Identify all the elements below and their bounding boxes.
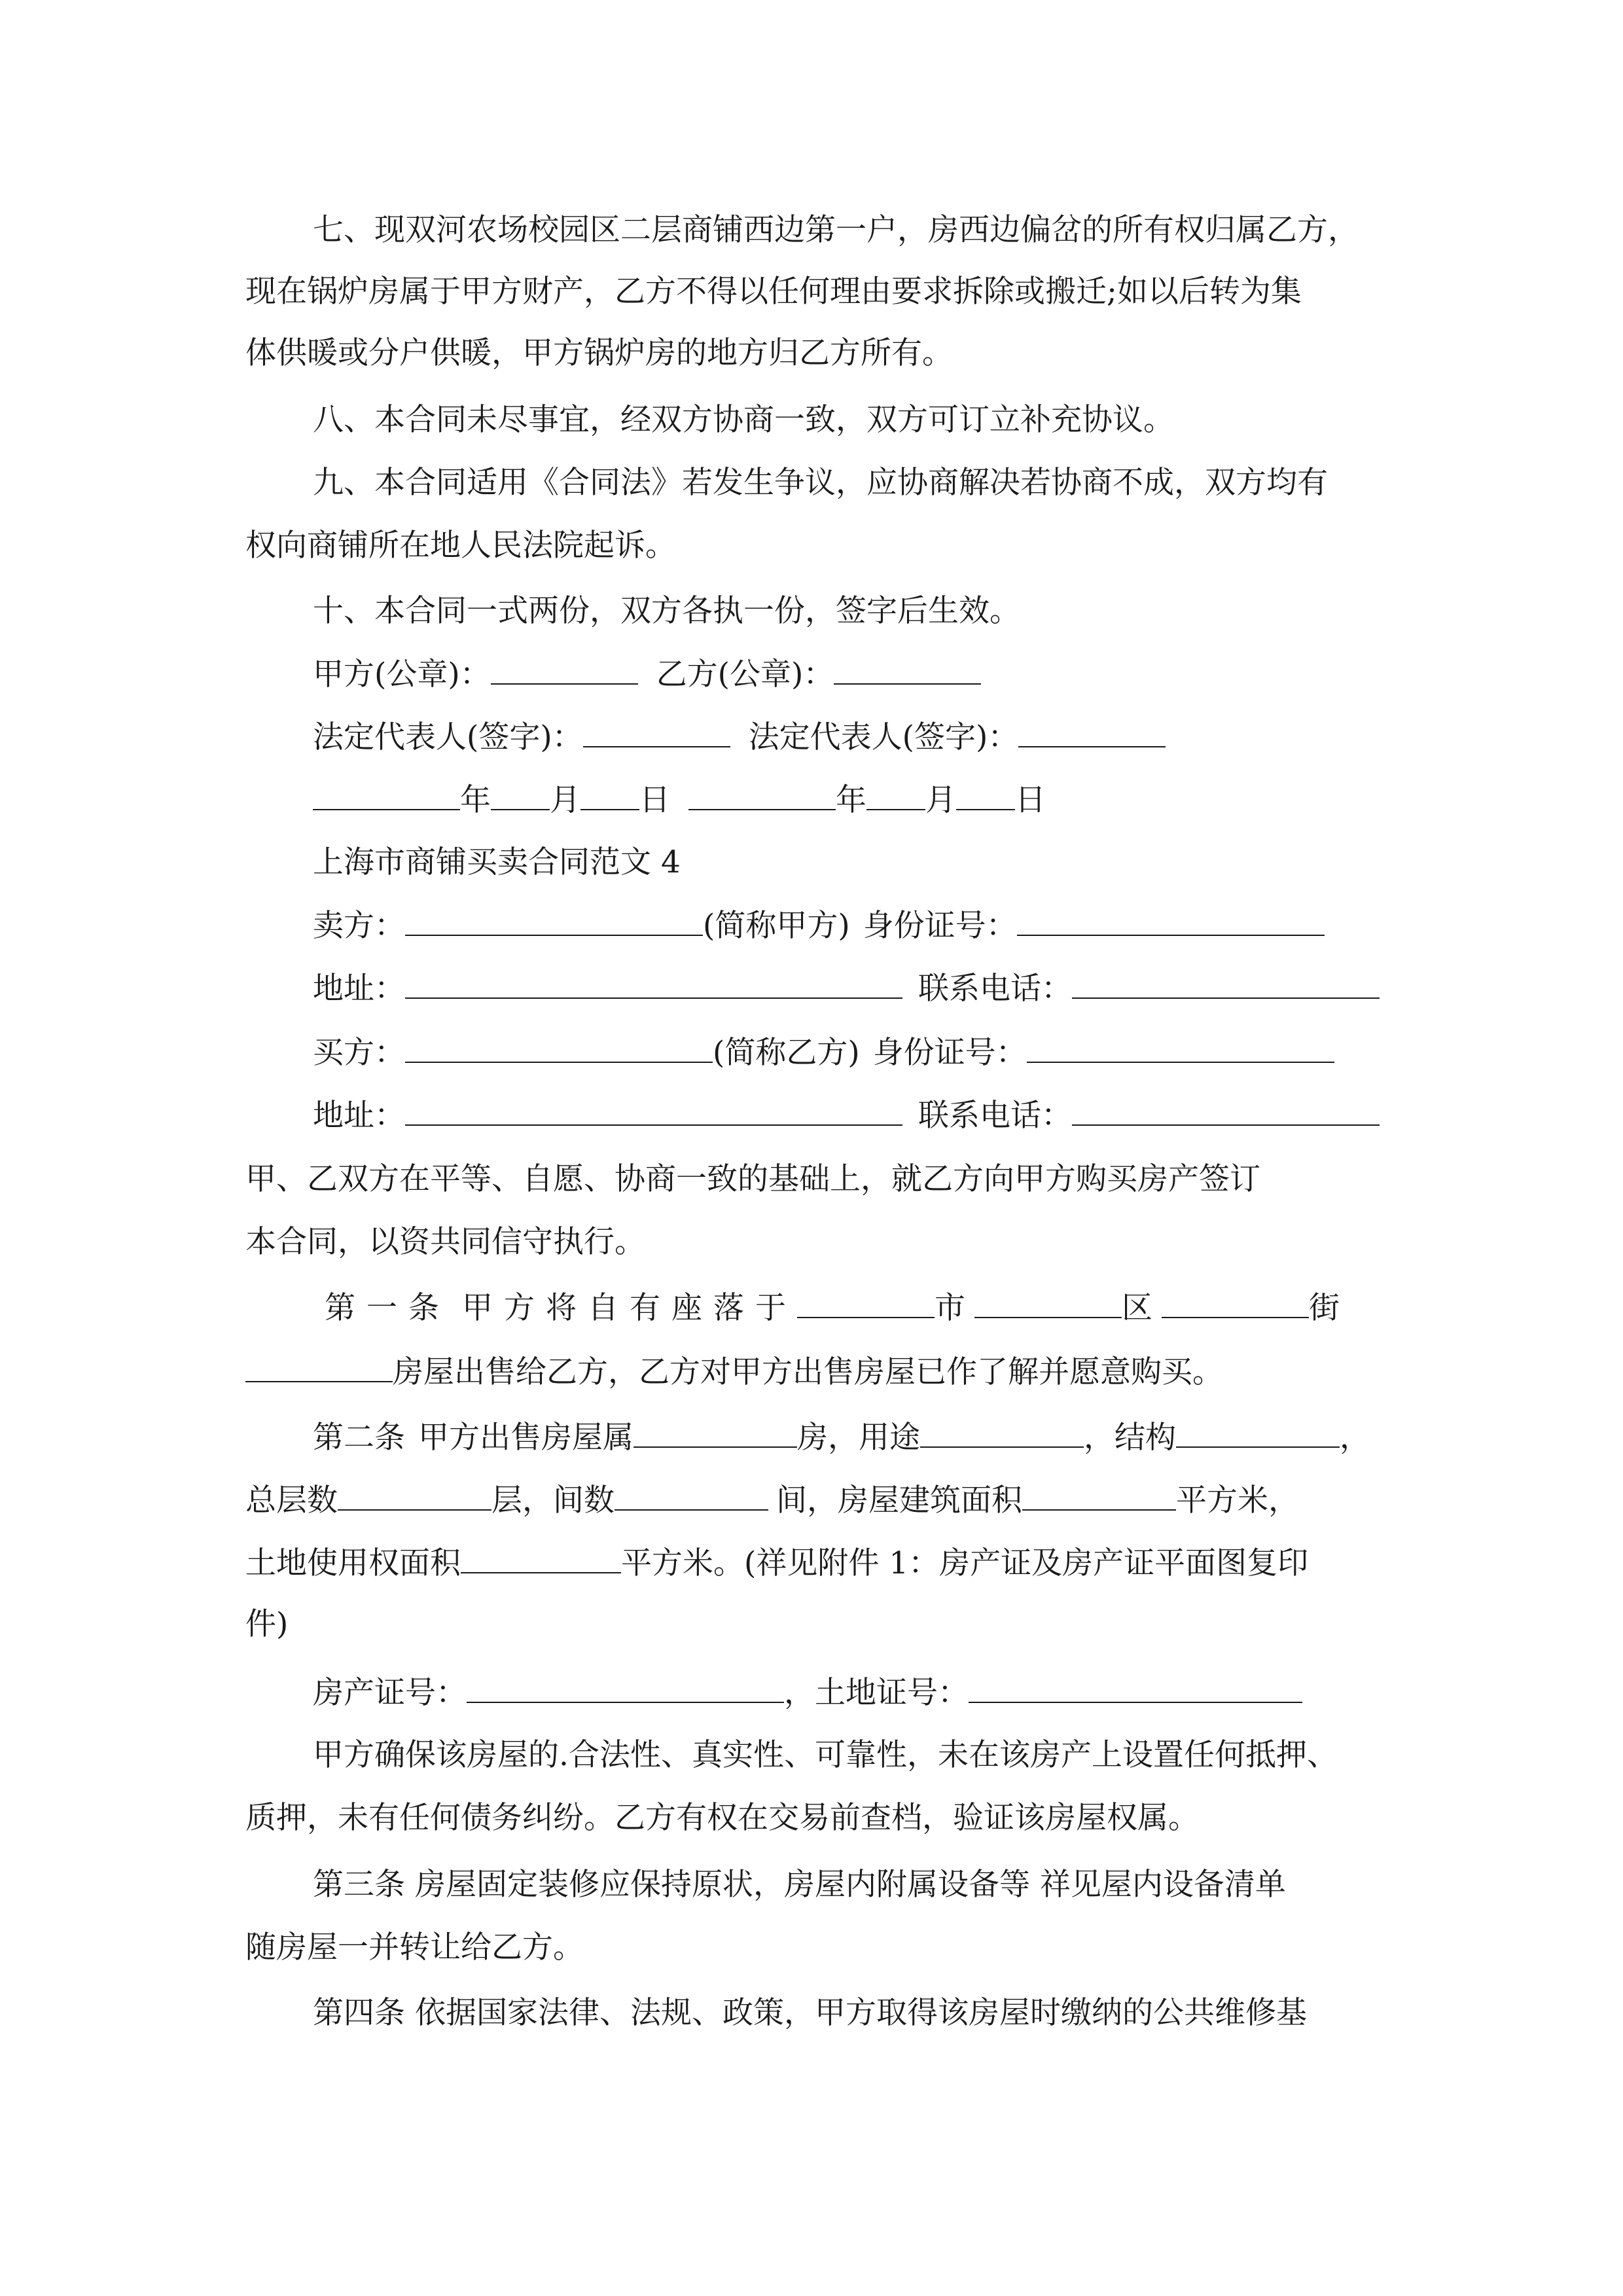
buyer-phone-label: 联系电话： <box>918 1098 1072 1134</box>
intro-line2: 本合同，以资共同信守执行。 <box>245 1224 645 1260</box>
buyer-name-blank[interactable] <box>405 1033 713 1063</box>
article3-line1: 第三条 房屋固定装修应保持原状，房屋内附属设备等 祥见屋内设备清单 <box>313 1867 1286 1903</box>
article2-rooms-blank[interactable] <box>615 1480 768 1511</box>
article2-p4: ， <box>1340 1420 1370 1456</box>
article1-district-blank[interactable] <box>974 1288 1122 1318</box>
cert-line <box>313 1673 1302 1713</box>
land-cert-label: ，土地证号： <box>784 1675 969 1711</box>
date-b-month: 月 <box>925 782 956 818</box>
seller-address-label: 地址： <box>313 971 405 1007</box>
article2-floors-blank[interactable] <box>338 1480 491 1511</box>
clause7-line2: 现在锅炉房属于甲方财产，乙方不得以任何理由要求拆除或搬迁;如以后转为集 <box>245 274 1302 310</box>
buyer-address-blank[interactable] <box>405 1096 902 1126</box>
article2-label: 第二条 <box>313 1420 405 1456</box>
article2-jian: 间，房屋建筑面积 <box>776 1482 1022 1518</box>
party-b-seal-blank[interactable] <box>834 655 981 685</box>
buyer-id-label: 身份证号： <box>872 1035 1027 1071</box>
article1-text: 甲方将自有座落于 <box>462 1290 797 1326</box>
date-b-year: 年 <box>836 782 866 818</box>
land-cert-blank[interactable] <box>969 1673 1302 1703</box>
buyer-address-label: 地址： <box>313 1098 405 1134</box>
article1-line2 <box>245 1352 1223 1392</box>
clause9-line1: 九、本合同适用《合同法》若发生争议，应协商解决若协商不成，双方均有 <box>313 465 1328 501</box>
rep-a-label: 法定代表人(签字)： <box>313 719 583 755</box>
article1-city: 市 <box>935 1290 965 1326</box>
rep-b-label: 法定代表人(签字)： <box>748 719 1019 755</box>
seller-phone-label: 联系电话： <box>918 971 1072 1007</box>
article1-line1 <box>325 1288 1340 1328</box>
date-b-month-blank[interactable] <box>866 780 925 810</box>
buyer-label: 买方： <box>313 1035 405 1071</box>
clause7-line1: 七、现双河农场校园区二层商铺西边第一户，房西边偏岔的所有权归属乙方， <box>313 212 1359 248</box>
article2-area-blank[interactable] <box>1022 1480 1176 1511</box>
article1-street: 街 <box>1309 1290 1340 1326</box>
rep-a-blank[interactable] <box>583 717 730 747</box>
house-cert-label: 房产证号： <box>313 1675 467 1711</box>
clause8: 八、本合同未尽事宜，经双方协商一致，双方可订立补充协议。 <box>313 402 1174 438</box>
seller-abbr: (简称甲方) <box>703 908 850 944</box>
seal-line <box>313 655 981 694</box>
article2-land-label: 土地使用权面积 <box>245 1545 461 1581</box>
clause9-line2: 权向商铺所在地人民法院起诉。 <box>245 528 676 564</box>
guarantee-line1: 甲方确保该房屋的.合法性、真实性、可靠性，未在该房产上设置任何抵押、 <box>313 1737 1338 1773</box>
seller-name-blank[interactable] <box>405 906 703 936</box>
seller-phone-blank[interactable] <box>1072 969 1380 999</box>
contract4-title: 上海市商铺买卖合同范文 4 <box>313 844 681 880</box>
article2-p2: 房，用途 <box>797 1420 920 1456</box>
article3-line2: 随房屋一并转让给乙方。 <box>245 1929 584 1965</box>
buyer-address-line <box>313 1096 1380 1136</box>
article2-use-blank[interactable] <box>920 1418 1084 1448</box>
date-b-day: 日 <box>1015 782 1046 818</box>
rep-b-blank[interactable] <box>1018 717 1166 747</box>
article2-sqm2: 平方米。(祥见附件 1：房产证及房产证平面图复印 <box>621 1545 1309 1581</box>
article2-land-area-blank[interactable] <box>461 1543 621 1573</box>
date-a-month: 月 <box>550 782 580 818</box>
article2-structure-blank[interactable] <box>1176 1418 1340 1448</box>
date-b-day-blank[interactable] <box>956 780 1015 810</box>
party-b-seal-label: 乙方(公章)： <box>656 656 834 692</box>
article1-house-blank[interactable] <box>245 1352 393 1382</box>
article2-floors-label: 总层数 <box>245 1482 338 1518</box>
article4-line1: 第四条 依据国家法律、法规、政策，甲方取得该房屋时缴纳的公共维修基 <box>313 1995 1307 2031</box>
article2-ceng: 层，间数 <box>491 1482 615 1518</box>
buyer-abbr: (简称乙方) <box>713 1035 860 1071</box>
seller-id-label: 身份证号： <box>863 908 1017 944</box>
rep-line <box>313 717 1166 757</box>
guarantee-line2: 质押，未有任何债务纠纷。乙方有权在交易前查档，验证该房屋权属。 <box>245 1800 1199 1836</box>
date-line <box>313 780 1046 820</box>
article1-line2-text: 房屋出售给乙方，乙方对甲方出售房屋已作了解并愿意购买。 <box>393 1354 1223 1390</box>
article2-property-type-blank[interactable] <box>633 1418 797 1448</box>
article2-p1: 甲方出售房屋属 <box>418 1420 633 1456</box>
article1-street-blank[interactable] <box>1162 1288 1309 1318</box>
date-a-year: 年 <box>460 782 491 818</box>
house-cert-blank[interactable] <box>467 1673 784 1703</box>
seller-address-line <box>313 969 1380 1009</box>
article2-sqm: 平方米， <box>1176 1482 1299 1518</box>
article1-district: 区 <box>1122 1290 1152 1326</box>
intro-line1: 甲、乙双方在平等、自愿、协商一致的基础上，就乙方向甲方购买房产签订 <box>245 1161 1260 1197</box>
article2-line2 <box>245 1480 1299 1520</box>
date-b-year-blank[interactable] <box>688 780 836 810</box>
article2-line1 <box>313 1418 1370 1458</box>
seller-label: 卖方： <box>313 908 405 944</box>
date-a-day-blank[interactable] <box>580 780 639 810</box>
article2-p3: ，结构 <box>1084 1420 1176 1456</box>
article1-city-blank[interactable] <box>797 1288 935 1318</box>
date-a-year-blank[interactable] <box>313 780 460 810</box>
party-a-seal-label: 甲方(公章)： <box>313 656 491 692</box>
date-a-day: 日 <box>639 782 670 818</box>
article1-label: 第一条 <box>325 1290 450 1326</box>
buyer-phone-blank[interactable] <box>1072 1096 1380 1126</box>
buyer-id-blank[interactable] <box>1027 1033 1334 1063</box>
date-a-month-blank[interactable] <box>491 780 550 810</box>
seller-id-blank[interactable] <box>1017 906 1325 936</box>
seller-address-blank[interactable] <box>405 969 902 999</box>
buyer-line <box>313 1033 1334 1073</box>
party-a-seal-blank[interactable] <box>491 655 638 685</box>
seller-line <box>313 906 1325 946</box>
article2-line4: 件) <box>245 1606 289 1642</box>
clause10: 十、本合同一式两份，双方各执一份，签字后生效。 <box>313 593 1020 629</box>
clause7-line3: 体供暖或分户供暖，甲方锅炉房的地方归乙方所有。 <box>245 335 953 371</box>
article2-line3 <box>245 1543 1308 1583</box>
